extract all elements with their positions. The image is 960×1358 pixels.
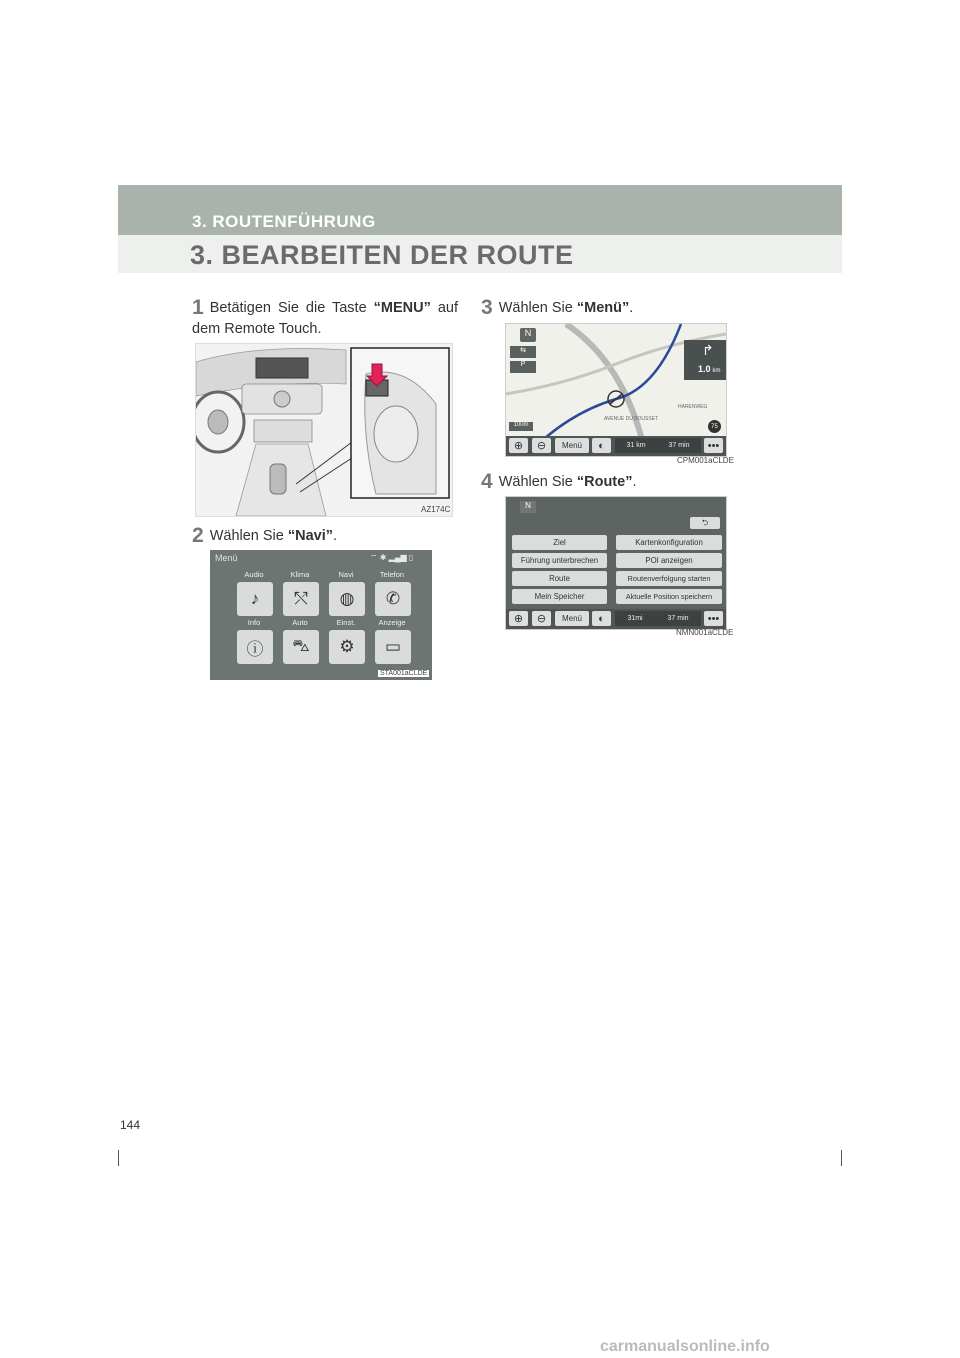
street-label: AVENUE DU BOUSSET: [604, 416, 659, 422]
step-keyword: “Navi”: [287, 528, 334, 544]
fuehrung-unterbrechen-button[interactable]: Führung unterbrechen: [512, 553, 607, 568]
audio-button[interactable]: [237, 582, 273, 616]
anzeige-button[interactable]: [375, 630, 411, 664]
zoom-in-button[interactable]: [509, 438, 528, 453]
step-number: 4: [481, 470, 493, 493]
plus-icon: ⊕: [513, 440, 524, 452]
zoom-out-button[interactable]: [532, 438, 551, 453]
next-turn-distance: 1.0 km: [698, 364, 721, 374]
menu-label-einst: Einst.: [336, 618, 356, 627]
more-icon: •••: [707, 439, 720, 452]
speaker-icon: ◐: [598, 612, 605, 625]
scale-indicator: 100m: [509, 422, 533, 431]
place-label: HARENWEG: [678, 404, 708, 410]
plus-icon: ⊕: [513, 613, 524, 625]
kartenkonfiguration-button[interactable]: Kartenkonfiguration: [616, 535, 722, 550]
figure-code: STA001aCLDE: [380, 670, 428, 677]
poi-anzeigen-button[interactable]: POI anzeigen: [616, 553, 722, 568]
turn-arrow-icon: ↱: [702, 342, 714, 358]
speaker-icon: ◐: [598, 439, 605, 452]
menu-button[interactable]: Menü: [555, 438, 589, 453]
road-badge: 75: [708, 420, 721, 433]
minus-icon: ⊖: [536, 440, 547, 452]
mein-speicher-button[interactable]: Mein Speicher: [512, 589, 607, 604]
menu-label-info: Info: [247, 618, 261, 627]
car-interior-drawing: [196, 344, 452, 516]
figure-code: CPM001aCLDE: [677, 456, 734, 465]
menu-label-auto: Auto: [292, 618, 308, 627]
step-1: 1 Betätigen Sie die Taste “MENU” auf dem Remote Touch.: [192, 296, 458, 337]
page-number: 144: [120, 1118, 141, 1132]
menu-label-anzeige: Anzeige: [378, 618, 406, 627]
step-4: 4 Wählen Sie “Route”.: [481, 470, 637, 493]
traffic-icon: ⇆: [510, 346, 536, 358]
menu-label-audio: Audio: [244, 570, 264, 579]
trip-info: [615, 611, 701, 626]
more-icon: •••: [707, 612, 720, 625]
back-button[interactable]: [690, 517, 720, 529]
step-keyword: “MENU”: [373, 300, 431, 316]
step-keyword: “Route”: [576, 474, 633, 490]
route-menu-screen: [505, 496, 727, 630]
ziel-button[interactable]: Ziel: [512, 535, 607, 550]
minus-icon: ⊖: [536, 613, 547, 625]
voice-button[interactable]: [592, 611, 611, 626]
menu-label-telefon: Telefon: [379, 570, 405, 579]
car-icon: ⛍: [292, 636, 310, 655]
voice-button[interactable]: [592, 438, 611, 453]
info-button[interactable]: [237, 630, 273, 664]
trip-time: 37 min: [668, 442, 690, 449]
figure-code: AZ174C: [421, 505, 451, 514]
section-title: 3. ROUTENFÜHRUNG: [192, 212, 376, 231]
crop-mark: [118, 1150, 119, 1166]
phone-icon: ✆: [385, 589, 401, 608]
aktuelle-position-speichern-button[interactable]: Aktuelle Position speichern: [616, 589, 722, 604]
step-number: 3: [481, 296, 493, 319]
compass-icon[interactable]: N: [520, 328, 536, 342]
page-title: 3. BEARBEITEN DER ROUTE: [190, 240, 574, 270]
screen-title: Menü: [215, 553, 238, 563]
route-button[interactable]: Route: [512, 571, 607, 586]
trip-distance: 31mi: [627, 615, 643, 622]
map-screen: [505, 323, 727, 457]
menu-screen: [210, 550, 432, 680]
menu-label-navi: Navi: [338, 570, 354, 579]
back-arrow-icon: ⮌: [701, 517, 709, 527]
routenverfolgung-starten-button[interactable]: Routenverfolgung starten: [616, 571, 722, 586]
trip-info: [615, 438, 701, 453]
figure-code: NMN001aCLDE: [676, 628, 734, 637]
step-3: 3 Wählen Sie “Menü”.: [481, 296, 634, 319]
step-number: 1: [192, 296, 204, 319]
display-icon: ▭: [384, 637, 402, 656]
navi-button[interactable]: [329, 582, 365, 616]
music-note-icon: ♪: [250, 589, 260, 608]
step-2: 2 Wählen Sie “Navi”.: [192, 524, 338, 547]
interior-illustration: [195, 343, 453, 517]
more-options-button[interactable]: [704, 611, 723, 626]
zoom-out-button[interactable]: [532, 611, 551, 626]
seat-climate-icon: ⤲: [294, 589, 308, 608]
info-icon: ⓘ: [246, 639, 264, 659]
status-icons: ⌔ ✱ ▂▄▆ ▯: [370, 553, 414, 562]
more-options-button[interactable]: [704, 438, 723, 453]
auto-button[interactable]: [283, 630, 319, 664]
menu-button[interactable]: Menü: [555, 611, 589, 626]
map-bottom-bar: [506, 436, 726, 456]
trip-distance: 31 km: [626, 442, 646, 449]
watermark: carmanualsonline.info: [600, 1338, 770, 1355]
telefon-button[interactable]: [375, 582, 411, 616]
navigation-icon: ◍: [339, 589, 355, 608]
trip-time: 37 min: [667, 615, 689, 622]
settings-icon: ⚙: [339, 637, 355, 656]
klima-button[interactable]: [283, 582, 319, 616]
einst-button[interactable]: [329, 630, 365, 664]
step-keyword: “Menü”: [576, 300, 630, 316]
route-bottom-bar: [506, 609, 726, 629]
parking-icon: P: [510, 361, 536, 373]
step-number: 2: [192, 524, 204, 547]
menu-label-klima: Klima: [290, 570, 310, 579]
crop-mark: [841, 1150, 842, 1166]
compass-icon: N: [520, 501, 536, 513]
zoom-in-button[interactable]: [509, 611, 528, 626]
